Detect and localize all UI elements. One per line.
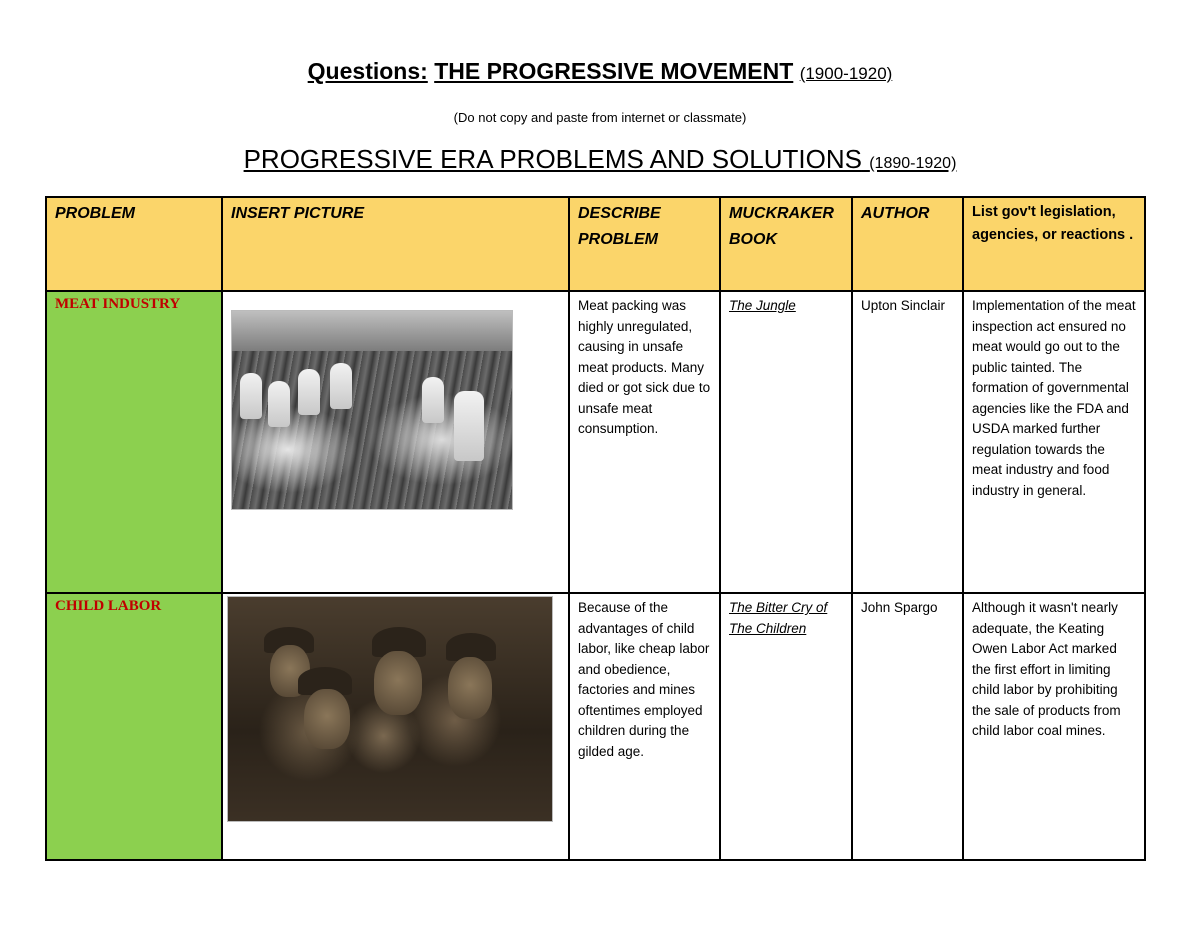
column-header-author: AUTHOR bbox=[852, 197, 963, 291]
reaction-cell: Implementation of the meat inspection act ensured no meat would go out to the public tainted. The formation of governmental agencies like the FDA and USDA marked further regulation towards the meat industry and food industry in general. bbox=[963, 291, 1145, 593]
heading-text: PROGRESSIVE ERA PROBLEMS AND SOLUTIONS bbox=[243, 144, 862, 174]
book-title: The Jungle bbox=[729, 298, 796, 313]
column-header-legislation: List gov't legislation, agencies, or reactions . bbox=[963, 197, 1145, 291]
author-cell: John Spargo bbox=[852, 593, 963, 860]
title-years: (1900-1920) bbox=[799, 64, 893, 83]
book-title: The Bitter Cry of The Children bbox=[729, 600, 828, 636]
picture-cell bbox=[222, 593, 569, 860]
table-header-row bbox=[46, 197, 1145, 291]
column-header-book: MUCKRAKER BOOK bbox=[720, 197, 852, 291]
title-main: THE PROGRESSIVE MOVEMENT bbox=[434, 58, 794, 84]
problem-cell: MEAT INDUSTRY bbox=[46, 291, 222, 593]
description-cell: Meat packing was highly unregulated, causing in unsafe meat products. Many died or got sick due to unsafe meat consumption. bbox=[569, 291, 720, 593]
table-row bbox=[46, 593, 1145, 860]
meat-packing-photo bbox=[231, 310, 513, 510]
heading-years: (1890-1920) bbox=[869, 155, 957, 172]
problem-cell: CHILD LABOR bbox=[46, 593, 222, 860]
instruction-note: (Do not copy and paste from internet or classmate) bbox=[453, 110, 747, 125]
problems-table bbox=[45, 196, 1146, 861]
reaction-cell: Although it wasn't nearly adequate, the Keating Owen Labor Act marked the first effort in limiting child labor by prohibiting the sale of products from child labor coal mines. bbox=[963, 593, 1145, 860]
table-row bbox=[46, 291, 1145, 593]
picture-cell bbox=[222, 291, 569, 593]
section-heading bbox=[0, 144, 1200, 175]
column-header-problem: PROBLEM bbox=[46, 197, 222, 291]
book-cell bbox=[720, 291, 852, 593]
author-cell: Upton Sinclair bbox=[852, 291, 963, 593]
description-cell: Because of the advantages of child labor, like cheap labor and obedience, factories and mines oftentimes employed children during the gilded age. bbox=[569, 593, 720, 860]
book-cell bbox=[720, 593, 852, 860]
page-title bbox=[0, 58, 1200, 85]
column-header-describe: DESCRIBE PROBLEM bbox=[569, 197, 720, 291]
column-header-picture: INSERT PICTURE bbox=[222, 197, 569, 291]
child-labor-photo bbox=[227, 596, 553, 822]
title-prefix: Questions: bbox=[307, 58, 428, 84]
